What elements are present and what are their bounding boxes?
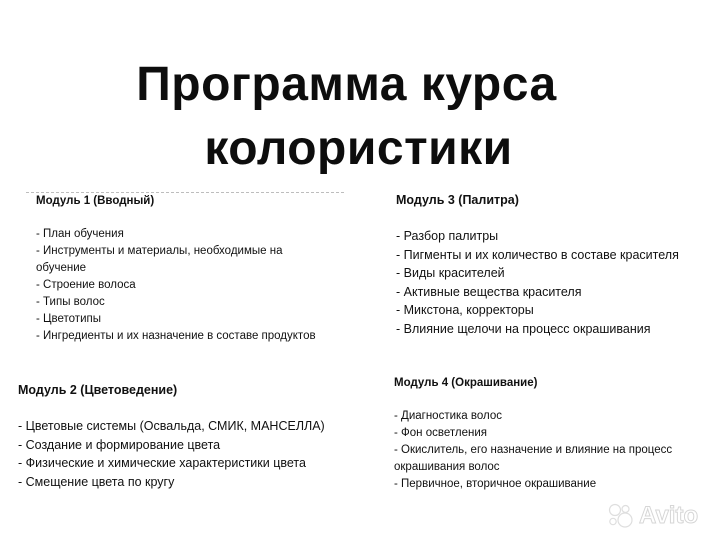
module-4	[394, 375, 704, 493]
module-heading: Модуль 3 (Палитра)	[396, 193, 519, 207]
list-item: - Окислитель, его назначение и влияние на процесс	[394, 444, 673, 456]
module-heading: Модуль 1 (Вводный)	[36, 195, 155, 207]
avito-logo-icon	[606, 501, 634, 529]
avito-watermark	[606, 498, 706, 532]
list-item: - Первичное, вторичное окрашивание	[394, 478, 597, 490]
list-item: - Фон осветления	[394, 427, 487, 439]
list-item: - Инструменты и материалы, необходимые на	[36, 245, 283, 257]
svg-text:Avito: Avito	[639, 502, 699, 529]
list-item: - Активные вещества красителя	[396, 284, 582, 299]
module-topic-list	[396, 227, 711, 338]
list-item: - Типы волос	[36, 296, 105, 308]
list-item: - План обучения	[36, 228, 124, 240]
list-item: - Разбор палитры	[396, 229, 499, 243]
list-item: - Цветотипы	[36, 313, 101, 325]
list-item: - Диагностика волос	[394, 410, 502, 422]
list-item: - Микстона, корректоры	[396, 303, 534, 317]
module-topic-list	[18, 417, 358, 491]
list-item: - Влияние щелочи на процесс окрашивания	[396, 321, 651, 336]
list-item: - Цветовые системы (Освальда, СМИК, МАНСЕЛЛА)	[18, 419, 325, 433]
module-heading: Модуль 4 (Окрашивание)	[394, 377, 538, 389]
page-title-line-1: Программа курса	[136, 58, 557, 111]
list-item: - Создание и формирование цвета	[18, 437, 221, 452]
avito-wordmark	[638, 500, 706, 530]
module-3	[396, 191, 711, 338]
module-2	[18, 381, 358, 491]
module-heading: Модуль 2 (Цветоведение)	[18, 383, 178, 397]
list-item: - Физические и химические характеристики цвета	[18, 456, 306, 470]
list-item: - Строение волоса	[36, 279, 136, 291]
list-item: - Ингредиенты и их назначение в составе продуктов	[36, 330, 316, 342]
page-title-line-2: колористики	[204, 122, 513, 175]
module-1	[36, 193, 336, 345]
list-item: - Пигменты и их количество в составе красителя	[396, 247, 679, 262]
module-topic-list	[394, 408, 704, 493]
list-item: - Смещение цвета по кругу	[18, 474, 175, 489]
module-topic-list	[36, 226, 336, 345]
list-item: обучение	[36, 262, 87, 274]
list-item: окрашивания волос	[394, 461, 500, 473]
list-item: - Виды красителей	[396, 266, 505, 280]
